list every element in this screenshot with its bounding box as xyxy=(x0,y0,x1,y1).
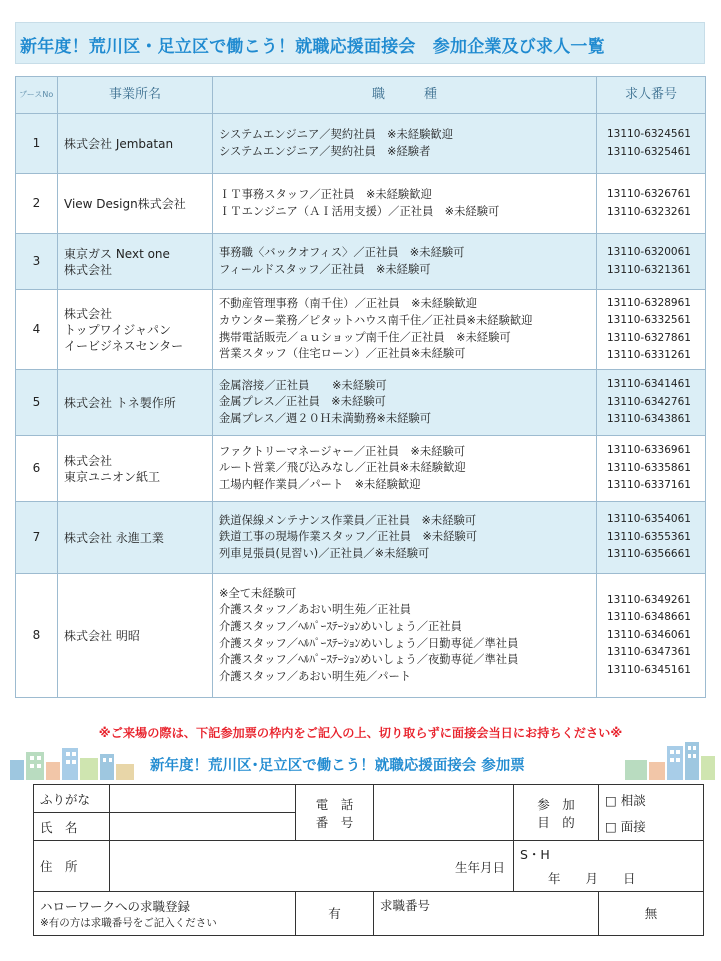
job-numbers-line: 13110-6328961 xyxy=(607,296,691,309)
date-format-text: 年 月 日 xyxy=(548,871,636,886)
job-numbers-line: 13110-6342761 xyxy=(607,395,691,408)
booth-number: 7 xyxy=(16,502,58,574)
notice-text: ※ご来場の際は、下記参加票の枠内をご記入の上、切り取らずに面接会当日にお持ちください※ xyxy=(98,726,623,740)
booth-number: 2 xyxy=(16,174,58,234)
booth-number: 4 xyxy=(16,290,58,370)
job-titles-line: 鉄道工事の現場作業スタッフ／正社員 ※未経験可 xyxy=(219,530,477,544)
job-numbers-line: 13110-6354061 xyxy=(607,513,691,526)
ticket-header xyxy=(10,742,715,782)
table-row xyxy=(16,114,706,174)
job-numbers-line: 13110-6336961 xyxy=(607,444,691,457)
furigana-field[interactable] xyxy=(110,785,296,813)
purpose-label: 参 加 目 的 xyxy=(514,785,599,841)
job-numbers xyxy=(597,290,706,370)
job-titles-line: 事務職〈バックオフィス〉／正社員 ※未経験可 xyxy=(219,245,465,259)
job-titles-line: ルート営業／飛び込みなし／正社員※未経験歓迎 xyxy=(219,461,466,475)
job-numbers-line: 13110-6332561 xyxy=(607,314,691,326)
job-titles-line: 鉄道保線メンテナンス作業員／正社員 ※未経験可 xyxy=(219,513,477,527)
address-field[interactable] xyxy=(110,841,514,891)
ticket-title: 新年度！荒川区･足立区で働こう！就職応援面接会 参加票 xyxy=(150,758,525,774)
company-name xyxy=(58,114,213,174)
job-numbers xyxy=(597,114,706,174)
job-titles-line: 金属プレス／正社員 ※未経験可 xyxy=(219,395,386,409)
page-title: 新年度！荒川区・足立区で働こう！就職応援面接会 参加企業及び求人一覧 xyxy=(20,37,605,57)
table-row xyxy=(16,290,706,370)
phone-label: 電 話 番 号 xyxy=(296,785,374,841)
job-titles xyxy=(213,502,597,574)
job-titles-line: 介護スタッフ／ﾍﾙﾊﾟｰｽﾃｰｼｮﾝめいしょう／夜勤専従／準社員 xyxy=(219,653,519,667)
job-titles-line: 金属プレス／週２０Ｈ未満勤務※未経験可 xyxy=(219,411,432,425)
option-interview-checkbox[interactable]: □ 面接 xyxy=(605,818,646,834)
job-numbers xyxy=(597,370,706,436)
name-label: 氏 名 xyxy=(34,813,110,841)
job-rows xyxy=(16,114,706,698)
table-row xyxy=(16,436,706,502)
booth-number: 3 xyxy=(16,234,58,290)
table-row xyxy=(16,234,706,290)
company-name xyxy=(58,502,213,574)
job-titles-line: カウンター業務／ピタットハウス南千住／正社員※未経験歓迎 xyxy=(219,313,533,327)
job-titles xyxy=(213,574,597,698)
birthdate-field[interactable] xyxy=(514,841,704,891)
company-name-line: 東京ガス Next one xyxy=(64,246,170,261)
company-name-line: 株式会社 xyxy=(64,453,113,468)
job-numbers-line: 13110-6349261 xyxy=(607,593,691,606)
job-numbers-line: 13110-6331261 xyxy=(607,349,691,361)
booth-number: 6 xyxy=(16,436,58,502)
job-numbers xyxy=(597,574,706,698)
hw-registration-label: ハローワークへの求職登録 ※有の方は求職番号をご記入ください xyxy=(34,891,296,935)
job-numbers-line: 13110-6327861 xyxy=(607,331,691,344)
job-titles xyxy=(213,370,597,436)
option-consult-checkbox[interactable]: □ 相談 xyxy=(605,792,646,808)
name-field[interactable] xyxy=(110,813,296,841)
job-titles-line: 不動産管理事務（南千住）／正社員 ※未経験歓迎 xyxy=(219,297,477,311)
company-name-line: イービジネスセンター xyxy=(64,338,184,353)
job-numbers xyxy=(597,174,706,234)
hw-no-option[interactable]: 無 xyxy=(599,891,704,935)
job-titles-line: 介護スタッフ／ﾍﾙﾊﾟｰｽﾃｰｼｮﾝめいしょう／正社員 xyxy=(219,619,462,633)
job-numbers-line: 13110-6345161 xyxy=(607,663,691,676)
job-titles-line: ※全て未経験可 xyxy=(219,586,297,600)
job-titles xyxy=(213,436,597,502)
job-numbers-line: 13110-6337161 xyxy=(607,479,691,492)
company-name-line: トップワイジャパン xyxy=(64,322,172,337)
job-numbers-line: 13110-6343861 xyxy=(607,413,691,426)
hw-yes-option[interactable]: 有 xyxy=(296,891,374,935)
table-row xyxy=(16,370,706,436)
company-name xyxy=(58,370,213,436)
job-titles xyxy=(213,174,597,234)
title-banner xyxy=(15,22,705,64)
booth-number: 1 xyxy=(16,114,58,174)
table-row xyxy=(16,574,706,698)
header-company: 事業所名 xyxy=(58,77,213,114)
city-buildings-left-icon xyxy=(10,746,135,780)
job-numbers-line: 13110-6321361 xyxy=(607,263,691,276)
job-numbers-line: 13110-6335861 xyxy=(607,461,691,474)
job-numbers xyxy=(597,234,706,290)
company-name-line: 株式会社 永進工業 xyxy=(64,530,164,545)
header-booth: ブースNo xyxy=(16,77,58,114)
job-titles-line: 列車見張員(見習い)／正社員／※未経験可 xyxy=(219,546,430,560)
job-numbers-line: 13110-6326761 xyxy=(607,188,691,200)
job-numbers-line: 13110-6325461 xyxy=(607,145,691,158)
job-numbers-line: 13110-6324561 xyxy=(607,128,691,140)
era-text: S・H xyxy=(520,847,550,862)
job-titles-line: システムエンジニア／契約社員 ※経験者 xyxy=(219,144,431,158)
job-titles-line: ＩＴ事務スタッフ／正社員 ※未経験歓迎 xyxy=(219,187,432,201)
job-listing-table xyxy=(15,76,706,698)
job-titles-line: 金属溶接／正社員 ※未経験可 xyxy=(219,378,387,392)
header-number: 求人番号 xyxy=(597,77,706,114)
job-numbers-line: 13110-6355361 xyxy=(607,530,691,543)
company-name-line: 株式会社 トネ製作所 xyxy=(64,395,176,410)
booth-number: 5 xyxy=(16,370,58,436)
job-titles-line: 介護スタッフ／あおい明生苑／正社員 xyxy=(219,603,412,617)
table-row xyxy=(16,174,706,234)
job-titles-line: システムエンジニア／契約社員 ※未経験歓迎 xyxy=(219,127,453,141)
header-job: 職 種 xyxy=(213,77,597,114)
company-name xyxy=(58,174,213,234)
job-titles xyxy=(213,114,597,174)
job-numbers-line: 13110-6348661 xyxy=(607,611,691,624)
company-name-line: 東京ユニオン紙工 xyxy=(64,469,161,484)
furigana-label: ふりがな xyxy=(34,785,110,813)
job-numbers-line: 13110-6347361 xyxy=(607,646,691,659)
job-titles-line: ファクトリーマネージャー／正社員 ※未経験可 xyxy=(219,444,466,458)
job-titles-line: 工場内軽作業員／パート ※未経験歓迎 xyxy=(219,477,421,491)
company-name xyxy=(58,234,213,290)
job-numbers-line: 13110-6320061 xyxy=(607,246,691,258)
job-titles-line: 介護スタッフ／ﾍﾙﾊﾟｰｽﾃｰｼｮﾝめいしょう／日勤専従／準社員 xyxy=(219,636,519,650)
job-numbers-line: 13110-6356661 xyxy=(607,548,691,561)
job-numbers xyxy=(597,502,706,574)
participation-ticket-form xyxy=(33,784,704,936)
job-numbers-line: 13110-6323261 xyxy=(607,205,691,218)
job-titles-line: 介護スタッフ／あおい明生苑／パート xyxy=(219,669,412,683)
company-name-line: View Design株式会社 xyxy=(64,196,186,211)
job-titles xyxy=(213,290,597,370)
job-numbers xyxy=(597,436,706,502)
company-name xyxy=(58,574,213,698)
job-numbers-line: 13110-6346061 xyxy=(607,628,691,641)
city-buildings-right-icon xyxy=(625,742,715,780)
birthdate-label: 生年月日 xyxy=(454,860,505,876)
booth-number: 8 xyxy=(16,574,58,698)
job-titles-line: ＩＴエンジニア（ＡＩ活用支援）／正社員 ※未経験可 xyxy=(219,204,500,218)
phone-field[interactable] xyxy=(374,785,514,841)
job-titles-line: フィールドスタッフ／正社員 ※未経験可 xyxy=(219,262,431,276)
company-name xyxy=(58,290,213,370)
job-titles-line: 営業スタッフ（住宅ローン）／正社員※未経験可 xyxy=(219,347,466,361)
company-name-line: 株式会社 xyxy=(64,306,113,321)
company-name-line: 株式会社 Jembatan xyxy=(64,136,174,151)
job-numbers-line: 13110-6341461 xyxy=(607,378,691,391)
job-titles-line: 携帯電話販売／ａｕショップ南千住／正社員 ※未経験可 xyxy=(219,330,511,344)
table-row xyxy=(16,502,706,574)
job-titles xyxy=(213,234,597,290)
seeker-number-field[interactable]: 求職番号 xyxy=(374,891,599,935)
company-name-line: 株式会社 xyxy=(64,262,113,277)
address-label: 住 所 xyxy=(34,841,110,891)
table-header-row xyxy=(16,77,706,114)
company-name xyxy=(58,436,213,502)
company-name-line: 株式会社 明昭 xyxy=(64,628,140,643)
purpose-options[interactable] xyxy=(599,785,704,841)
